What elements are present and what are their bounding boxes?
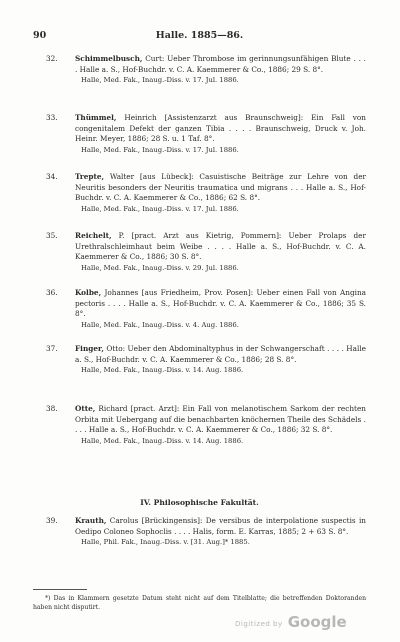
entry-body <box>75 231 366 273</box>
entry-body <box>75 516 366 548</box>
entry-body <box>75 113 366 155</box>
watermark-prefix: Digitized by <box>235 620 283 628</box>
entry-author: Schimmelbusch, <box>75 54 143 63</box>
entry-body <box>75 172 366 214</box>
entry-number: 36. <box>46 288 58 297</box>
entry-dissertation: Halle, Phil. Fak., Inaug.-Diss. v. [31. Aug.]* 1885. <box>81 538 250 547</box>
entry-text: Carolus [Brückingensis]: De versibus de interpolatione suspectis in Oedipo Coloneo Sophoclis . . . . Halis, form. E. Karras, 1885; 2 + 63 S. 8°. <box>75 516 366 536</box>
entry-dissertation: Halle, Med. Fak., Inaug.-Diss. v. 17. Jul. 1886. <box>81 145 239 154</box>
page-number: 90 <box>33 30 47 41</box>
page-header <box>33 30 366 42</box>
entry-body <box>75 404 366 446</box>
running-title: Halle. 1885—86. <box>155 30 244 41</box>
entry-author: Krauth, <box>75 516 107 525</box>
entry-dissertation: Halle, Med. Fak., Inaug.-Diss. v. 29. Jul. 1886. <box>81 263 239 272</box>
entry-author: Kolbe, <box>75 288 102 297</box>
entry-text: Walter [aus Lübeck]: Casuistische Beiträge zur Lehre von der Neuritis besonders der Neuritis traumatica und migrans . . . Halle a. S., Hof-Buchdr. v. C. A. Kaemmerer & Co., 1886; 62 S. 8°. <box>75 172 366 203</box>
entry-number: 37. <box>46 344 58 353</box>
entry-text: P. [pract. Arzt aus Kietrig, Pommern]: Ueber Prolaps der Urethralschleimhaut beim Weibe . . . . Halle a. S., Hof-Buchdr. v. C. A. Kaemmerer & Co., 1886; 30 S. 8°. <box>75 231 366 262</box>
entry-dissertation: Halle, Med. Fak., Inaug.-Diss. v. 4. Aug. 1886. <box>81 320 239 329</box>
entry-dissertation: Halle, Med. Fak., Inaug.-Diss. v. 14. Aug. 1886. <box>81 436 244 445</box>
entry-text: Curt: Ueber Thrombose im gerinnungsunfähigen Blute . . . . Halle a. S., Hof-Buchdr. v. C. A. Kaemmerer & Co., 1886; 29 S. 8°. <box>75 54 366 74</box>
entry-number: 39. <box>46 516 58 525</box>
footnote-rule <box>33 589 87 590</box>
section-heading: IV. Philosophische Fakultät. <box>140 498 259 507</box>
digitization-watermark <box>235 612 365 632</box>
entry-dissertation: Halle, Med. Fak., Inaug.-Diss. v. 14. Aug. 1886. <box>81 366 244 375</box>
entry-number: 34. <box>46 172 58 181</box>
entry-author: Reichelt, <box>75 231 112 240</box>
footnote: *) Das in Klammern gesetzte Datum steht nicht auf dem Titelblatte; die betreffenden Doktoranden haben nicht disputirt. <box>33 595 366 612</box>
entry-author: Trepte, <box>75 172 105 181</box>
entry-author: Thümmel, <box>75 113 117 122</box>
entry-author: Otte, <box>75 404 96 413</box>
entry-text: Richard [pract. Arzt]: Ein Fall von melanotischem Sarkom der rechten Orbita mit Uebergang auf die benachbarten knöchernen Theile des Schädels . . . . Halle a. S., Hof-Buchdr. v. C. A. Kaemmerer & Co., 1886; 32 S. 8°. <box>75 404 366 435</box>
entry-dissertation: Halle, Med. Fak., Inaug.-Diss. v. 17. Jul. 1886. <box>81 76 239 85</box>
entry-text: Heinrich [Assistenzarzt aus Braunschweig]: Ein Fall von congenitalem Defekt der ganzen Tibia . . . . Braunschweig, Druck v. Joh. Heinr. Meyer, 1886; 28 S. u. 1 Taf. 8°. <box>75 113 366 144</box>
watermark-brand: Google <box>287 613 347 631</box>
entry-text: Johannes [aus Friedheim, Prov. Posen]: Ueber einen Fall von Angina pectoris . . . . Halle a. S., Hof-Buchdr. v. C. A. Kaemmerer & Co., 1886; 35 S. 8°. <box>75 288 366 319</box>
entry-text: Otto: Ueber den Abdominaltyphus in der Schwangerschaft . . . . Halle a. S., Hof-Buchdr. v. C. A. Kaemmerer & Co., 1886; 28 S. 8°. <box>75 344 366 364</box>
entry-body <box>75 344 366 376</box>
entry-author: Finger, <box>75 344 104 353</box>
entry-dissertation: Halle, Med. Fak., Inaug.-Diss. v. 17. Jul. 1886. <box>81 204 239 213</box>
entry-body <box>75 288 366 330</box>
entry-number: 32. <box>46 54 58 63</box>
entry-number: 38. <box>46 404 58 413</box>
entry-number: 33. <box>46 113 58 122</box>
entry-body <box>75 54 366 86</box>
entry-number: 35. <box>46 231 58 240</box>
